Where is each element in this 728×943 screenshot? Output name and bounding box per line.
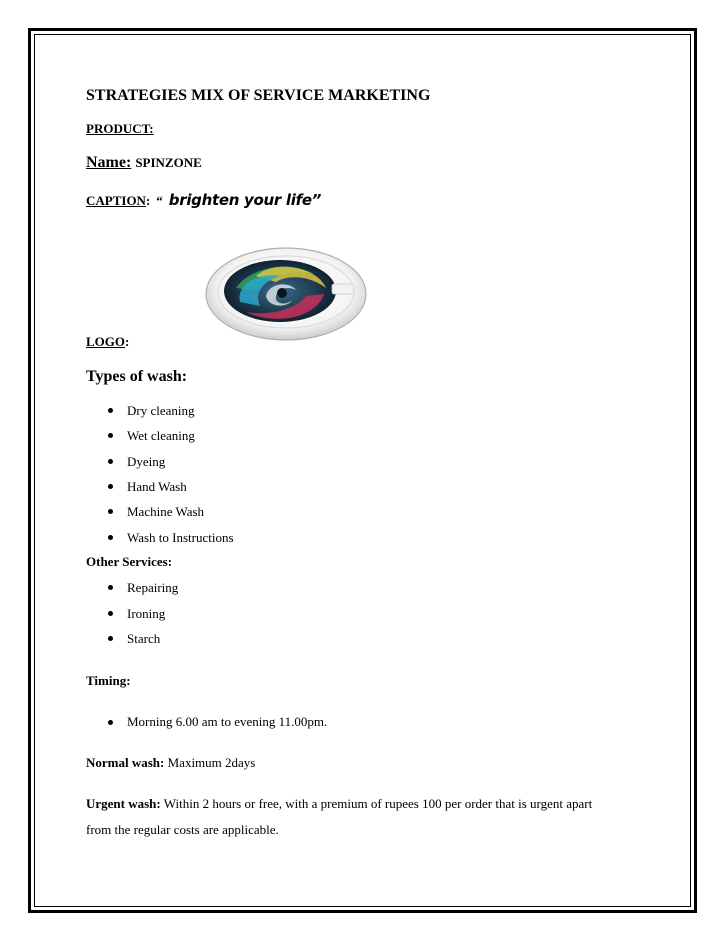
bullet-icon [108, 611, 113, 616]
bullet-icon [108, 408, 113, 413]
bullet-icon [108, 720, 113, 725]
logo-label: LOGO [86, 334, 126, 349]
normal-wash-label: Normal wash: [86, 755, 165, 770]
other-services-heading: Other Services: [86, 554, 173, 569]
name-row [86, 154, 202, 172]
document-title: STRATEGIES MIX OF SERVICE MARKETING [86, 87, 431, 104]
caption-row [86, 191, 321, 210]
spinzone-logo-image [196, 236, 372, 348]
bullet-icon [108, 585, 113, 590]
list-item: Wet cleaning [127, 428, 195, 443]
list-item: Ironing [127, 606, 166, 621]
bullet-icon [108, 433, 113, 438]
name-value: SPINZONE [135, 155, 202, 170]
list-item: Repairing [127, 580, 179, 595]
caption-text: brighten your life” [168, 191, 322, 209]
list-item: Wash to Instructions [127, 530, 234, 545]
list-item: Machine Wash [127, 504, 205, 519]
bullet-icon [108, 509, 113, 514]
list-item: Starch [127, 631, 161, 646]
logo-label-row [86, 334, 129, 350]
bullet-icon [108, 636, 113, 641]
urgent-wash-row [86, 796, 592, 812]
list-item: Dyeing [127, 454, 166, 469]
normal-wash-value: Maximum 2days [167, 755, 256, 770]
normal-wash-row [86, 755, 255, 771]
list-item: Dry cleaning [127, 403, 195, 418]
logo-colon: : [125, 334, 130, 349]
product-label: PRODUCT: [86, 121, 154, 136]
bullet-icon [108, 484, 113, 489]
name-label: Name: [86, 154, 132, 171]
list-item: Morning 6.00 am to evening 11.00pm. [127, 714, 328, 729]
list-item: Hand Wash [127, 479, 187, 494]
timing-heading: Timing: [86, 673, 131, 688]
urgent-wash-continuation: from the regular costs are applicable. [86, 822, 279, 837]
bullet-icon [108, 459, 113, 464]
urgent-wash-label: Urgent wash: [86, 796, 161, 811]
caption-colon: : [145, 193, 151, 208]
urgent-wash-text: Within 2 hours or free, with a premium of rupees 100 per order that is urgent apart [163, 796, 593, 811]
caption-label: CAPTION [86, 193, 146, 208]
types-of-wash-heading: Types of wash: [86, 368, 188, 385]
caption-open-quote: “ [156, 193, 163, 208]
bullet-icon [108, 535, 113, 540]
